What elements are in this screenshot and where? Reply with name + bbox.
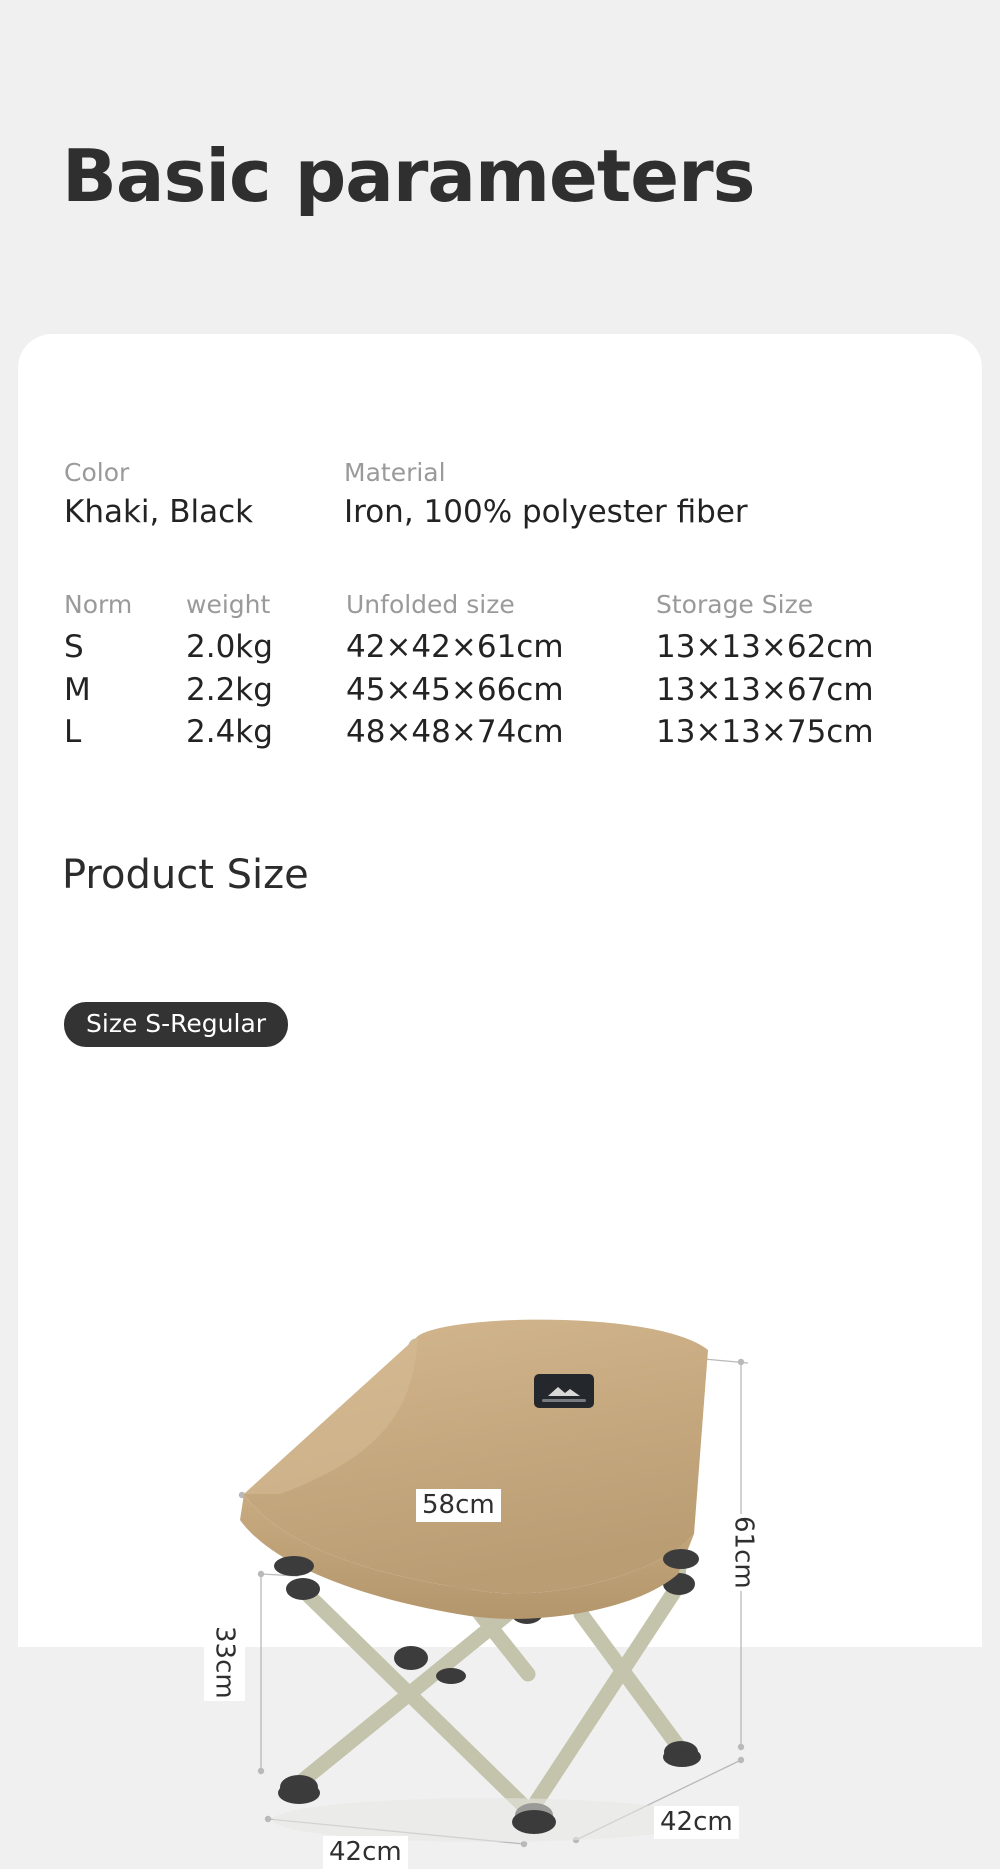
table-header-row (64, 588, 954, 626)
cell-weight: 2.2kg (186, 671, 273, 708)
dimension-depth-side: 42cm (654, 1806, 739, 1839)
spec-card (18, 334, 982, 1867)
cell-unfolded: 48×48×74cm (346, 714, 564, 751)
cell-weight: 2.4kg (186, 714, 273, 751)
cell-storage: 13×13×62cm (656, 628, 874, 665)
cell-norm: L (64, 714, 82, 751)
cell-norm: S (64, 628, 84, 665)
cell-norm: M (64, 671, 91, 708)
cell-unfolded: 45×45×66cm (346, 671, 564, 708)
spec-row-color-material (64, 456, 944, 534)
table-row (64, 626, 954, 669)
header-norm: Norm (64, 590, 133, 619)
header-unfolded-size: Unfolded size (346, 590, 515, 619)
spec-field-material (344, 456, 904, 534)
product-illustration (18, 974, 982, 1867)
table-row (64, 711, 954, 754)
table-row (64, 669, 954, 712)
cell-storage: 13×13×75cm (656, 714, 874, 751)
color-value: Khaki, Black (64, 493, 254, 530)
material-label: Material (344, 458, 446, 487)
cell-storage: 13×13×67cm (656, 671, 874, 708)
header-storage-size: Storage Size (656, 590, 814, 619)
page-title: Basic parameters (62, 134, 755, 218)
dimension-seat-height: 33cm (204, 1624, 245, 1701)
spec-table (64, 588, 954, 754)
chair-diagram-svg (18, 974, 982, 1634)
cell-weight: 2.0kg (186, 628, 273, 665)
spec-top-block (64, 456, 944, 534)
color-label: Color (64, 458, 130, 487)
dimension-depth-front: 42cm (323, 1836, 408, 1869)
cell-unfolded: 42×42×61cm (346, 628, 564, 665)
material-value: Iron, 100% polyester fiber (344, 493, 748, 530)
spec-field-color (64, 456, 344, 534)
dimension-height: 61cm (723, 1514, 764, 1591)
brand-logo-patch (534, 1374, 594, 1408)
header-weight: weight (186, 590, 271, 619)
size-badge: Size S-Regular (64, 1002, 288, 1047)
product-size-title: Product Size (62, 852, 309, 898)
dimension-seat-width: 58cm (416, 1489, 501, 1522)
